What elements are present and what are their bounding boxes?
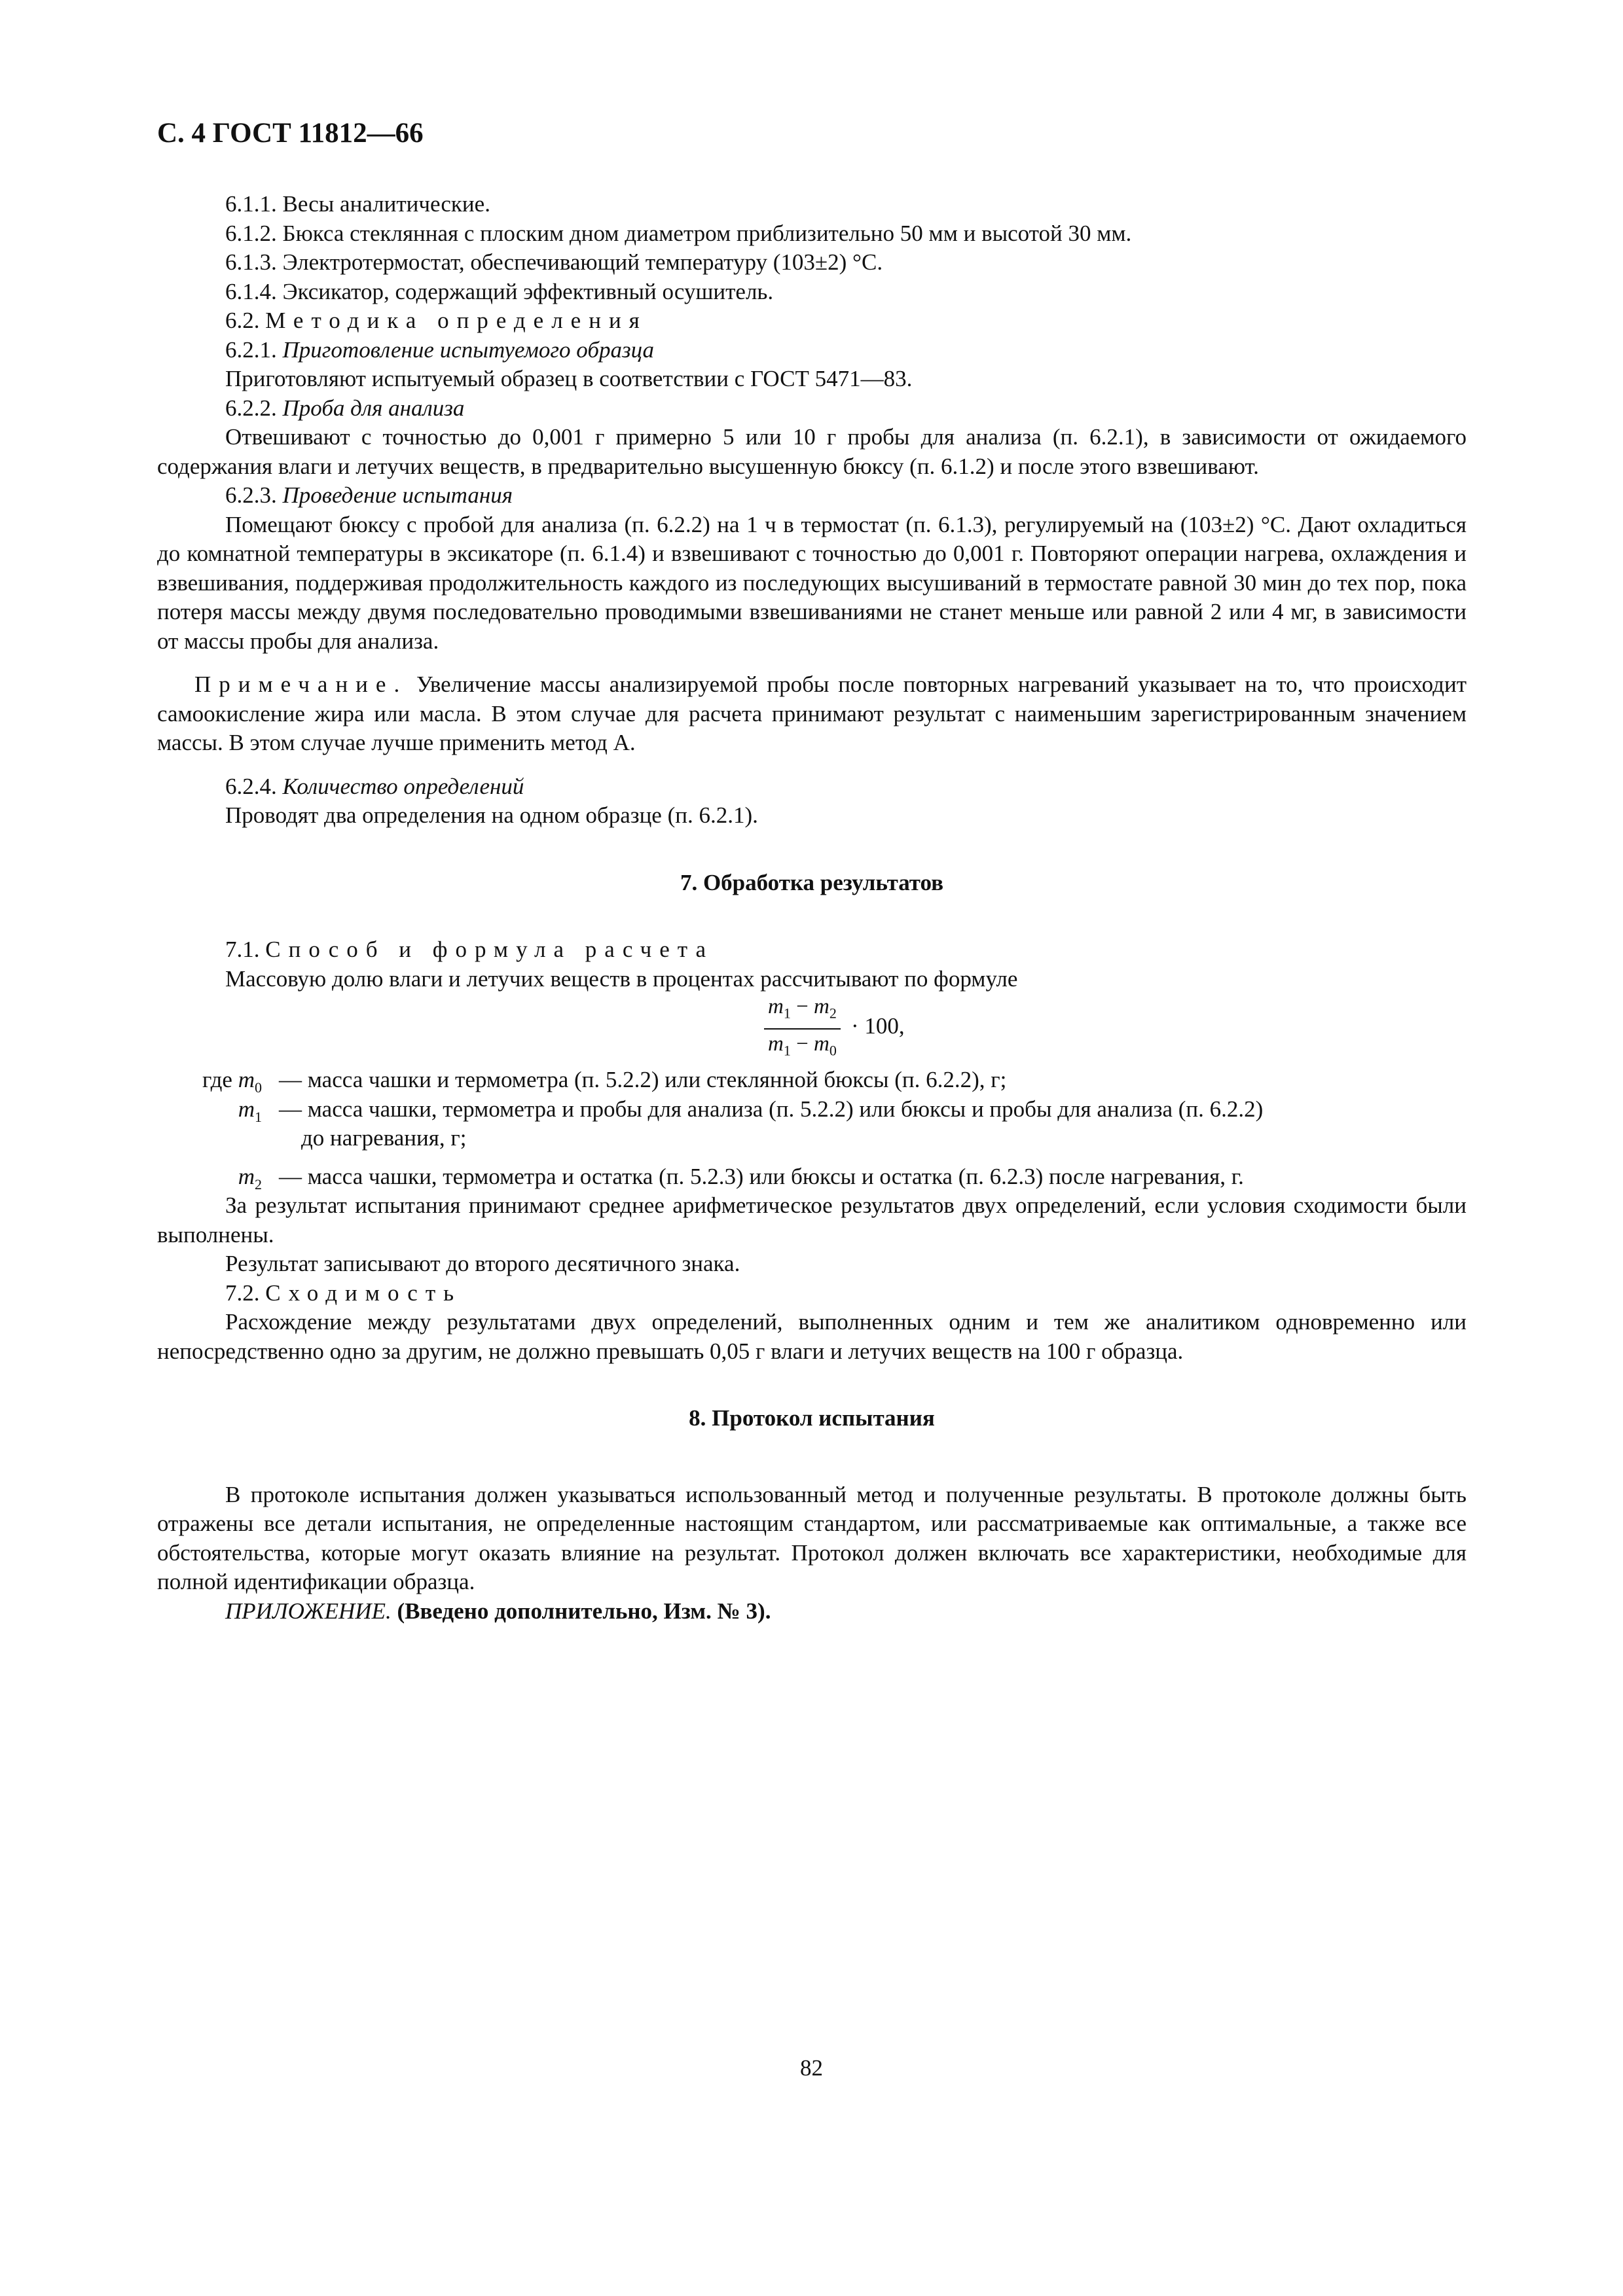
italic-heading: Проведение испытания [282,482,513,508]
item-6-1-4: 6.1.4. Эксикатор, содержащий эффективный осушитель. [225,278,774,304]
definition-m1 [157,1095,1467,1153]
formula-tail: · 100, [851,1013,905,1039]
page-number: 82 [800,2055,823,2081]
var: m [768,995,784,1018]
definition-text: — масса чашки, термометра и остатка (п. 5.2.3) или бюксы и остатка (п. 6.2.3) после нагревания, г. [279,1163,1244,1189]
var: m [238,1096,255,1122]
definition-text [279,1095,1467,1153]
var: m [238,1163,255,1189]
definition-symbol [157,1095,262,1132]
definition-text: — масса чашки и термометра (п. 5.2.2) или стеклянной бюксы (п. 6.2.2), г; [279,1067,1007,1092]
item-6-2-4-text: Проводят два определения на одном образце (п. 6.2.1). [225,802,758,828]
item-6-2-2 [157,394,1467,423]
item-number: 6.2. [225,308,260,333]
item-6-1-1: 6.1.1. Весы аналитические. [225,191,490,217]
var-sub: 1 [783,1042,791,1059]
item-6-1-3: 6.1.3. Электротермостат, обеспечивающий температуру (103±2) °С. [225,249,883,275]
spacer [157,1433,1467,1471]
formula-fraction [764,994,841,1064]
item-number: 7.2. [225,1280,260,1306]
var: m [813,1031,830,1056]
spacer [157,1366,1467,1404]
spaced-heading: Способ и формула расчета [265,937,714,962]
definition-continuation: до нагревания, г; [301,1125,467,1151]
item-6-2-1 [157,336,1467,365]
item-number: 7.1. [225,937,260,962]
spaced-heading: Сходимость [265,1280,462,1306]
item-7-2-text: Расхождение между результатами двух определений, выполненных одним и тем же аналитиком одновременно или непосредственно одно за другим, не должно превышать 0,05 г влаги и летучих веществ на 100 г образца. [157,1309,1467,1364]
item-7-1 [157,935,1467,965]
var-sub: 0 [255,1079,262,1096]
formula-denominator [764,1030,841,1064]
var-sub: 0 [829,1042,837,1059]
record-paragraph: Результат записывают до второго десятичного знака. [225,1251,740,1276]
definition-symbol [157,1162,262,1200]
spacer [157,831,1467,869]
item-7-1-text: Массовую долю влаги и летучих веществ в процентах рассчитывают по формуле [225,965,1018,992]
var-sub: 2 [255,1175,262,1193]
item-6-1-2: 6.1.2. Бюкса стеклянная с плоским дном диаметром приблизительно 50 мм и высотой 30 мм. [225,220,1132,246]
page-header: С. 4 ГОСТ 11812—66 [157,118,424,149]
spacer [157,897,1467,935]
appendix-label: ПРИЛОЖЕНИЕ. [225,1598,392,1624]
item-6-2-2-text: Отвешивают с точностью до 0,001 г примерно 5 или 10 г пробы для анализа (п. 6.2.1), в зависимости от ожидаемого содержания влаги и летучих веществ, в предварительно высушенную бюксу (п. 6.1.2) и после этого взвешивают. [157,424,1467,479]
spacer [157,1471,1467,1480]
item-number: 6.2.4. [225,773,277,799]
item-number: 6.2.2. [225,395,277,421]
item-number: 6.2.3. [225,482,277,508]
note-label: Примечание. [194,672,408,697]
var-sub: 1 [783,1005,791,1022]
document-body [157,190,1467,1626]
item-6-2-4 [157,772,1467,802]
item-6-2 [157,306,1467,336]
var: m [768,1031,784,1056]
var: m [238,1067,255,1092]
definition-line: — масса чашки, термометра и пробы для анализа (п. 5.2.2) или бюксы и пробы для анализа (п. 6.2.2) [279,1096,1264,1122]
item-7-2 [157,1279,1467,1308]
appendix-line [157,1597,1467,1626]
note-text: Увеличение массы анализируемой пробы после повторных нагреваний указывает на то, что происходит самоокисление жира или масла. В этом случае для расчета принимают результат с наименьшим зарегистрированным значением массы. В этом случае лучше применить метод А. [157,672,1467,755]
var: m [813,995,830,1018]
definition-m2 [157,1162,1467,1192]
operator: − [790,995,814,1018]
result-paragraph: За результат испытания принимают среднее арифметическое результатов двух определений, если условия сходимости были выполнены. [157,1193,1467,1247]
spacer [157,1153,1467,1162]
note-paragraph [157,670,1467,758]
spacer [157,758,1467,772]
formula [157,994,1467,1066]
where-word: где [202,1067,238,1092]
operator: − [790,1031,814,1056]
spacer [157,656,1467,670]
spaced-heading: Методика определения [265,308,647,333]
section-8-title: 8. Протокол испытания [689,1405,935,1431]
item-6-2-3-text: Помещают бюксу с пробой для анализа (п. 6.2.2) на 1 ч в термостат (п. 6.1.3), регулируемый на (103±2) °С. Дают охладиться до комнатной температуры в эксикаторе (п. 6.1.4) и взвешивают с точностью до 0,001 г. Повторяют операции нагрева, охлаждения и взвешивания, поддерживая продолжительность каждого из последующих высушиваний в термостате равной 30 мин до тех пор, пока потеря массы между двумя последовательно проводимыми взвешиваниями не станет меньше или равной 2 или 4 мг, в зависимости от массы пробы для анализа. [157,511,1467,654]
item-number: 6.2.1. [225,336,277,363]
var-sub: 2 [829,1005,837,1022]
section-8-text: В протоколе испытания должен указываться использованный метод и полученные результаты. В протоколе должны быть отражены все детали испытания, не определенные настоящим стандартом, или рассматриваемые как оптимальные, а также все обстоятельства, которые могут оказать влияние на результат. Протокол должен включать все характеристики, необходимые для полной идентификации образца. [157,1481,1467,1594]
italic-heading: Количество определений [282,773,524,799]
definition-m0 [157,1066,1467,1095]
section-7-title: 7. Обработка результатов [680,869,944,895]
item-6-2-3 [157,481,1467,511]
formula-numerator [764,994,841,1030]
italic-heading: Проба для анализа [282,395,465,421]
italic-heading: Приготовление испытуемого образца [282,336,655,363]
appendix-note: (Введено дополнительно, Изм. № 3). [397,1598,771,1624]
var-sub: 1 [255,1108,262,1125]
item-6-2-1-text: Приготовляют испытуемый образец в соответствии с ГОСТ 5471—83. [225,366,913,391]
